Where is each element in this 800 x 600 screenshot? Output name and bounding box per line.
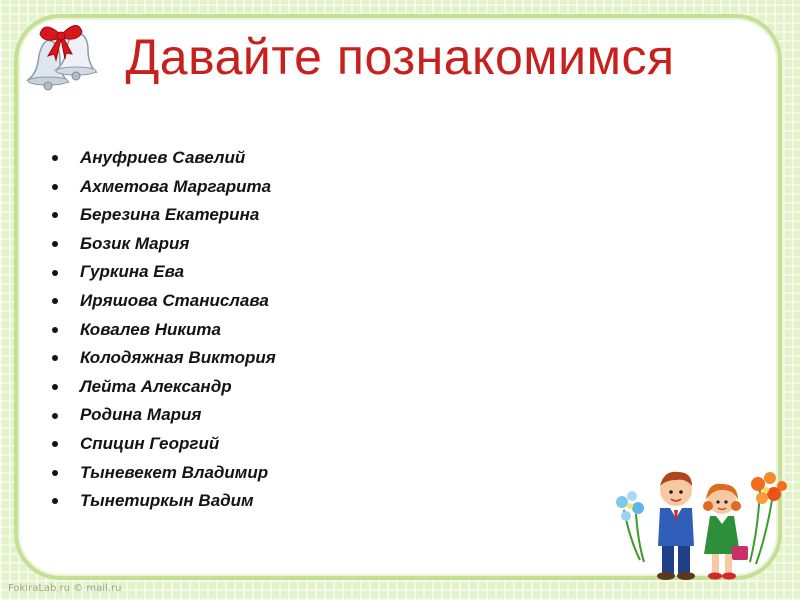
student-name: Гуркина Ева: [80, 262, 185, 282]
bullet-icon: [52, 270, 58, 276]
list-item: [52, 258, 276, 287]
bullet-icon: [52, 184, 58, 190]
list-item: [52, 316, 276, 345]
list-item: [52, 173, 276, 202]
student-name: Спицин Георгий: [80, 433, 220, 453]
list-item: [52, 287, 276, 316]
bullet-icon: [52, 498, 58, 504]
student-name: Иряшова Станислава: [80, 290, 269, 310]
bullet-icon: [52, 212, 58, 218]
bullet-icon: [52, 327, 58, 333]
student-name: Березина Екатерина: [80, 205, 260, 225]
bullet-icon: [52, 155, 58, 161]
list-item: [52, 144, 276, 173]
bullet-icon: [52, 241, 58, 247]
bullet-icon: [52, 470, 58, 476]
bullet-icon: [52, 413, 58, 419]
student-name: Колодяжная Виктория: [80, 348, 276, 368]
student-name-list: [52, 144, 276, 516]
student-name: Родина Мария: [80, 405, 202, 425]
list-item: [52, 430, 276, 459]
student-name: Тынетиркын Вадим: [80, 491, 254, 511]
list-item: [52, 201, 276, 230]
student-name: Ахметова Маргарита: [80, 176, 272, 196]
bullet-icon: [52, 355, 58, 361]
list-item: [52, 459, 276, 488]
list-item: [52, 487, 276, 516]
student-name: Ануфриев Савелий: [80, 148, 246, 167]
student-name: Ковалев Никита: [80, 319, 221, 339]
student-name: Лейта Александр: [80, 376, 232, 396]
bullet-icon: [52, 441, 58, 447]
school-children-illustration: [610, 450, 790, 590]
list-item: [52, 344, 276, 373]
list-item: [52, 401, 276, 430]
list-item: [52, 373, 276, 402]
page-title: Давайте познакомимся: [125, 29, 675, 85]
student-name: Тыневекет Владимир: [80, 462, 269, 482]
bullet-icon: [52, 298, 58, 304]
watermark: FokiraLab.ru © mail.ru: [8, 583, 122, 594]
bullet-icon: [52, 384, 58, 390]
list-item: [52, 230, 276, 259]
student-name: Бозик Мария: [80, 233, 190, 253]
